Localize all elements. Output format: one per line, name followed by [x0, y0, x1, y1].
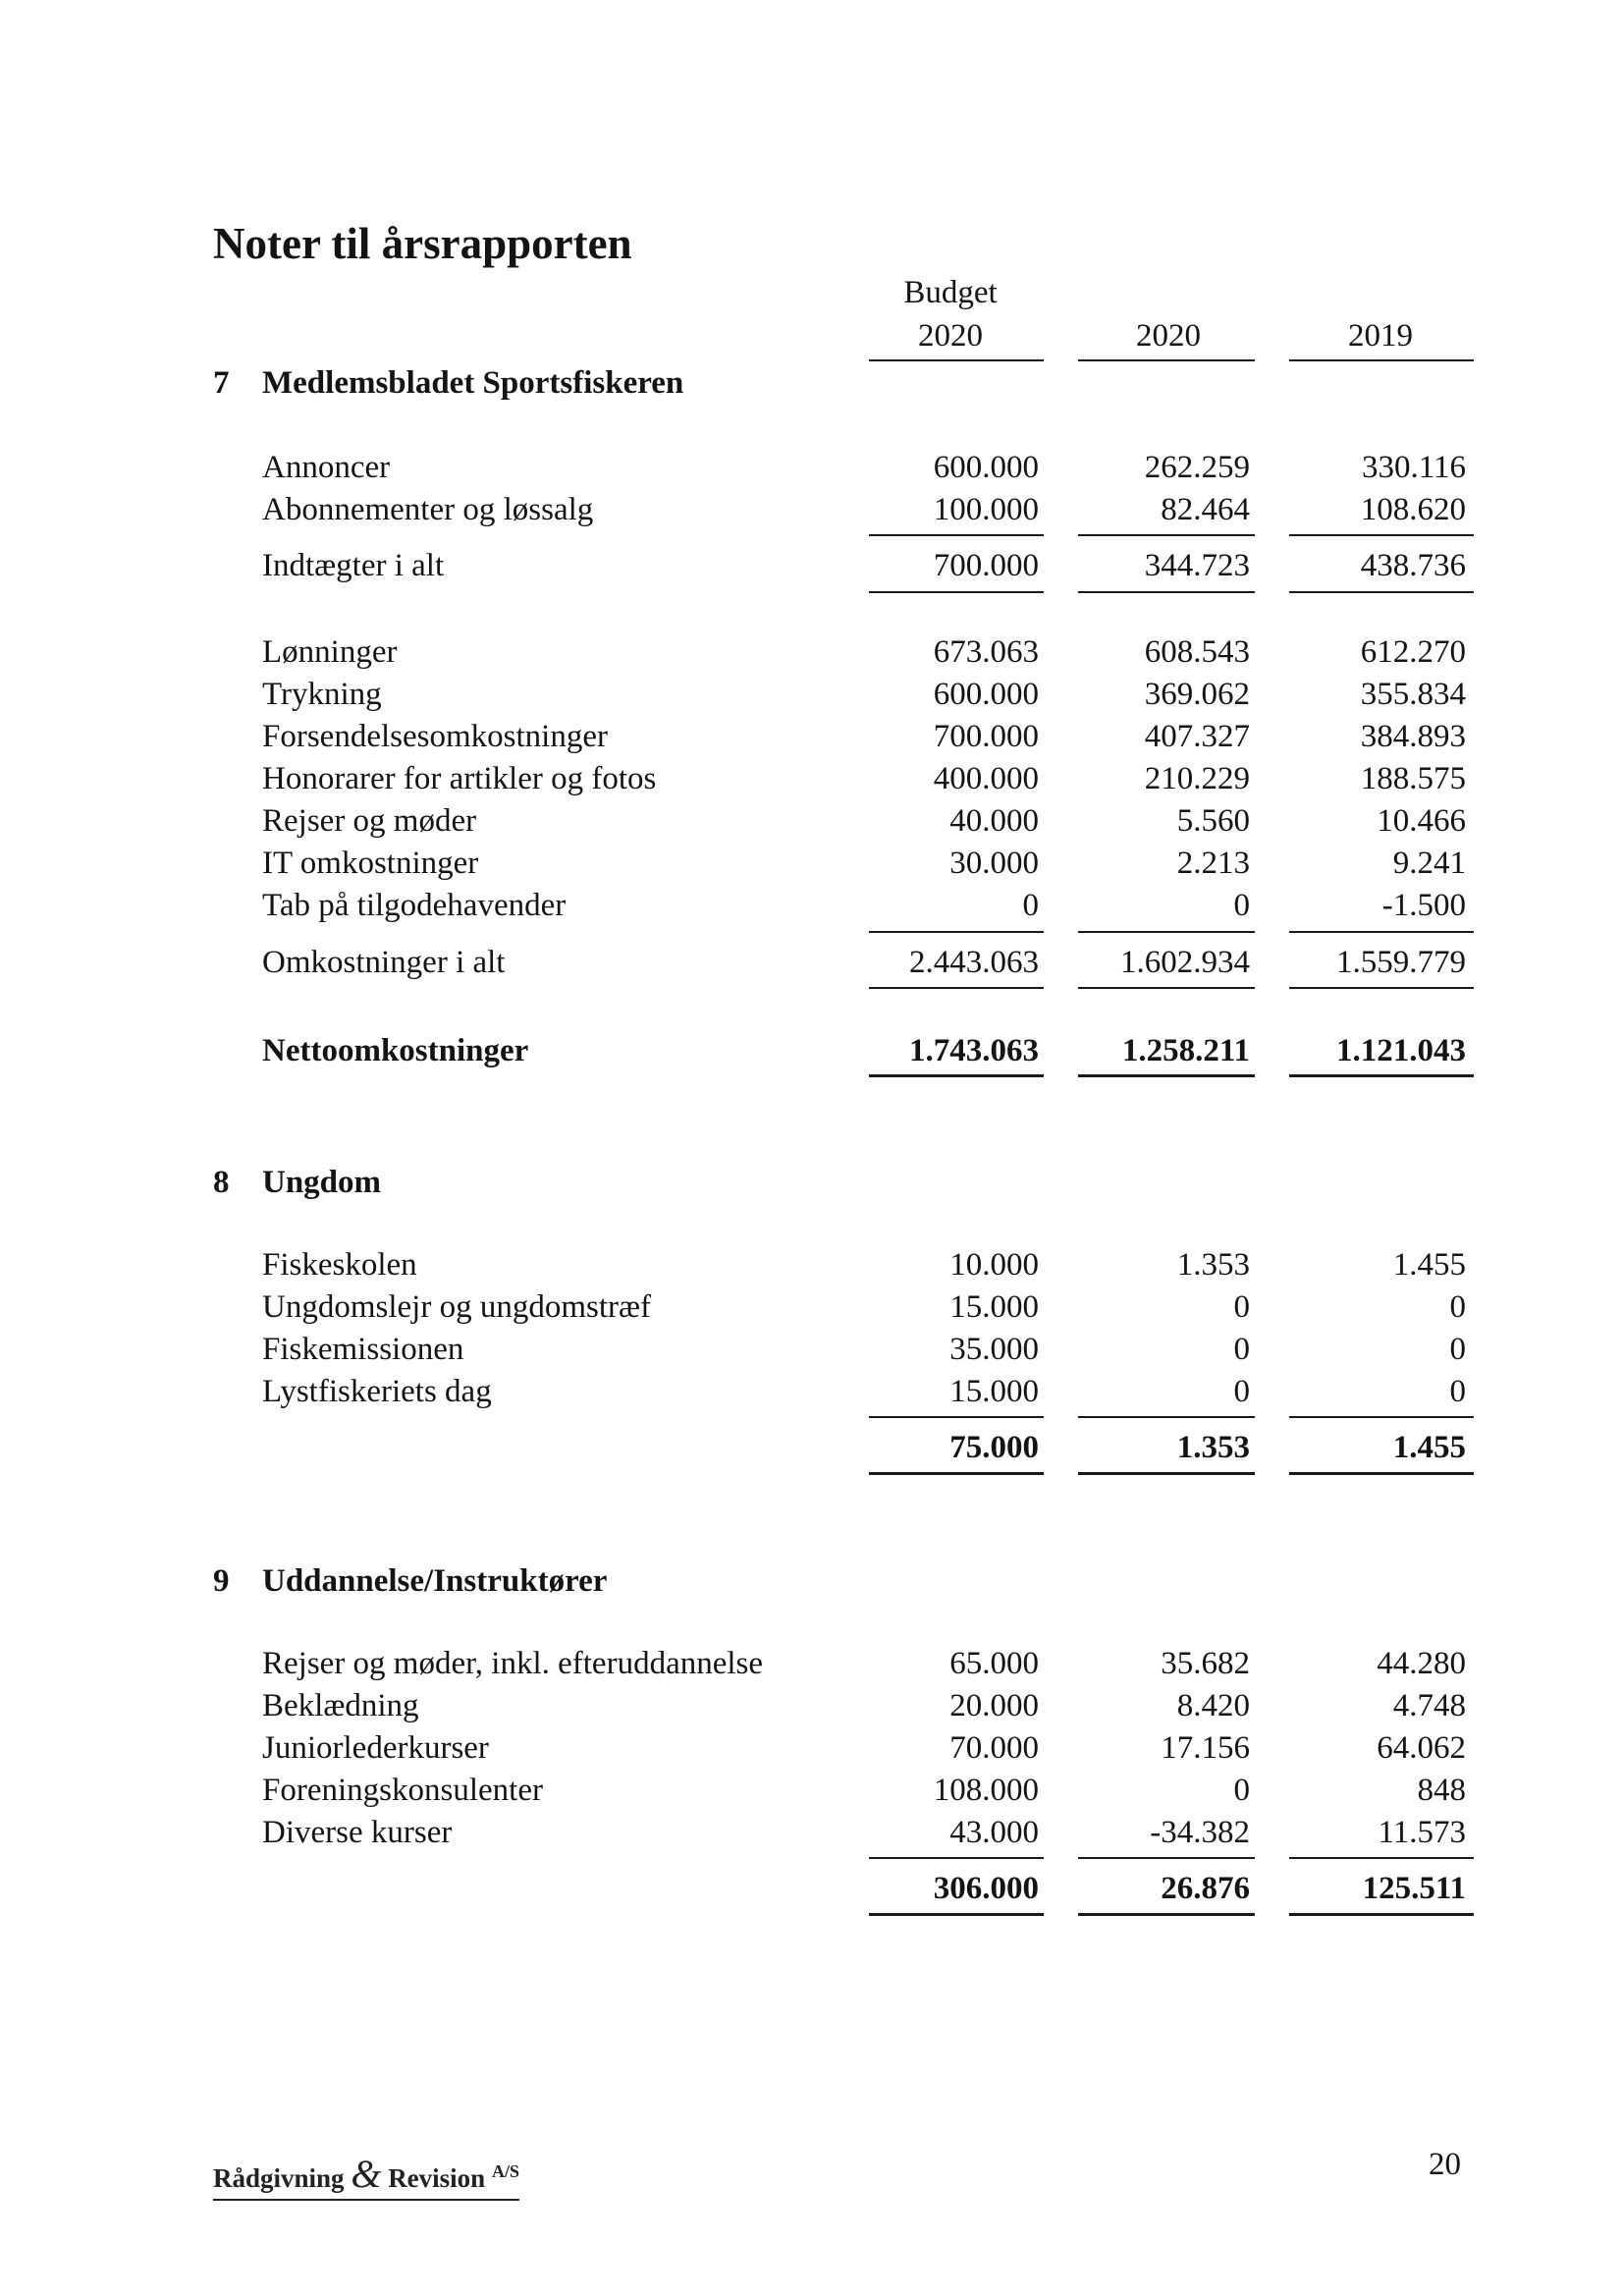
value-2020: 0: [1233, 1374, 1250, 1409]
value-2020: 0: [1233, 888, 1250, 923]
subtotal-rule-1: [869, 931, 1044, 933]
note-7-row-lonninger: [0, 634, 1623, 674]
column-header-budget-2020: [862, 275, 1039, 355]
value-2020: 35.682: [1161, 1646, 1250, 1681]
total-rule-3: [1289, 1472, 1474, 1475]
value-budget: 400.000: [933, 761, 1039, 796]
value-2019: 355.834: [1360, 677, 1466, 712]
note-7-row-forsendelse: [0, 719, 1623, 758]
note-8-title: Ungdom: [262, 1165, 382, 1200]
value-2019: 44.280: [1377, 1646, 1466, 1681]
brand-suffix: A/S: [491, 2161, 519, 2181]
header-rule-2: [1078, 359, 1255, 361]
value-2020: 0: [1233, 1332, 1250, 1367]
note-9-row-juniorlederkurser: [0, 1730, 1623, 1770]
value-2019: 330.116: [1361, 450, 1466, 485]
value-2020: 5.560: [1176, 803, 1250, 839]
value-2020: 1.353: [1176, 1247, 1250, 1283]
note-7-row-net: [0, 1033, 1623, 1072]
subtotal-rule-1: [869, 1416, 1044, 1418]
value-budget: 15.000: [949, 1289, 1039, 1325]
total-rule-1: [869, 987, 1044, 989]
brand-right: Revision: [388, 2163, 486, 2193]
value-2019: -1.500: [1381, 888, 1466, 923]
note-7-row-annoncer: [0, 450, 1623, 489]
value-budget: 40.000: [949, 803, 1039, 839]
value-2019: 1.559.779: [1336, 945, 1466, 980]
value-2020: -34.382: [1150, 1815, 1250, 1850]
subtotal-rule-3: [1289, 534, 1474, 536]
value-budget: 15.000: [949, 1374, 1039, 1409]
row-label: Omkostninger i alt: [262, 945, 506, 980]
net-rule-1: [869, 1074, 1044, 1077]
note-7-row-income-total: [0, 548, 1623, 587]
total-rule-2: [1078, 1913, 1255, 1916]
row-label: Diverse kurser: [262, 1815, 453, 1850]
value-budget: 65.000: [949, 1646, 1039, 1681]
value-budget: 1.743.063: [909, 1033, 1039, 1068]
value-2020: 17.156: [1161, 1730, 1250, 1766]
row-label: Forsendelsesomkostninger: [262, 719, 608, 754]
value-2020: 344.723: [1144, 548, 1250, 583]
total-rule-3: [1289, 987, 1474, 989]
value-budget: 75.000: [949, 1430, 1039, 1465]
budget-year: 2020: [918, 318, 983, 354]
note-8-row-total: [0, 1430, 1623, 1469]
note-7-row-abonnementer: [0, 492, 1623, 531]
value-2019: 848: [1417, 1773, 1466, 1808]
value-2020: 369.062: [1144, 677, 1250, 712]
brand-left: Rådgivning: [213, 2163, 345, 2193]
value-2020: 608.543: [1144, 634, 1250, 670]
total-rule-2: [1078, 591, 1255, 593]
value-2019: 1.121.043: [1336, 1033, 1466, 1068]
value-2020: 1.353: [1176, 1430, 1250, 1465]
row-label: Trykning: [262, 677, 382, 712]
brand-ampersand: &: [351, 2152, 382, 2196]
note-9-row-total: [0, 1871, 1623, 1910]
note-8-row-fiskeskolen: [0, 1247, 1623, 1286]
note-9-title: Uddannelse/Instruktører: [262, 1563, 608, 1599]
row-label: Annoncer: [262, 450, 391, 485]
total-rule-2: [1078, 1472, 1255, 1475]
total-rule-3: [1289, 1913, 1474, 1916]
note-9-row-foreningskonsulenter: [0, 1773, 1623, 1812]
value-budget: 600.000: [933, 677, 1039, 712]
note-7-row-costs-total: [0, 945, 1623, 984]
column-header-2020: [1080, 318, 1257, 355]
subtotal-rule-2: [1078, 534, 1255, 536]
value-budget: 20.000: [949, 1688, 1039, 1723]
row-label: Lystfiskeriets dag: [262, 1374, 492, 1409]
header-rule-1: [869, 359, 1044, 361]
note-8-row-ungdomslejr: [0, 1289, 1623, 1329]
row-label: Abonnementer og løssalg: [262, 492, 594, 527]
row-label: Rejser og møder, inkl. efteruddannelse: [262, 1646, 764, 1681]
row-label: Lønninger: [262, 634, 398, 670]
value-2019: 1.455: [1392, 1430, 1466, 1465]
subtotal-rule-3: [1289, 931, 1474, 933]
value-2020: 0: [1233, 1289, 1250, 1325]
value-2019: 11.573: [1378, 1815, 1466, 1850]
note-9-number: 9: [213, 1563, 230, 1599]
value-budget: 0: [1022, 888, 1039, 923]
value-2019: 612.270: [1360, 634, 1466, 670]
note-8-row-lystfiskeriets-dag: [0, 1374, 1623, 1413]
value-budget: 30.000: [949, 846, 1039, 881]
value-2019: 9.241: [1392, 846, 1466, 881]
note-7-row-it: [0, 846, 1623, 885]
value-2019: 108.620: [1360, 492, 1466, 527]
value-2020: 407.327: [1144, 719, 1250, 754]
value-2020: 1.258.211: [1121, 1033, 1250, 1068]
note-7-row-rejser: [0, 803, 1623, 843]
row-label: Rejser og møder: [262, 803, 477, 839]
value-budget: 673.063: [933, 634, 1039, 670]
row-label: Nettoomkostninger: [262, 1033, 529, 1068]
net-rule-2: [1078, 1074, 1255, 1077]
value-budget: 700.000: [933, 719, 1039, 754]
value-budget: 108.000: [933, 1773, 1039, 1808]
subtotal-rule-1: [869, 534, 1044, 536]
total-rule-1: [869, 1913, 1044, 1916]
total-rule-1: [869, 1472, 1044, 1475]
value-2019: 384.893: [1360, 719, 1466, 754]
row-label: IT omkostninger: [262, 846, 479, 881]
total-rule-2: [1078, 987, 1255, 989]
note-8-number: 8: [213, 1165, 230, 1200]
value-2020: 8.420: [1176, 1688, 1250, 1723]
row-label: Tab på tilgodehavender: [262, 888, 567, 923]
row-label: Indtægter i alt: [262, 548, 445, 583]
page-title: Noter til årsrapporten: [213, 219, 632, 268]
value-2020: 82.464: [1161, 492, 1250, 527]
footer-brand-logo: [213, 2151, 519, 2201]
value-2020: 26.876: [1161, 1871, 1250, 1906]
subtotal-rule-1: [869, 1857, 1044, 1859]
value-2020: 2.213: [1176, 846, 1250, 881]
budget-label: Budget: [903, 275, 998, 310]
value-2019: 1.455: [1392, 1247, 1466, 1283]
value-budget: 306.000: [933, 1871, 1039, 1906]
value-2019: 4.748: [1392, 1688, 1466, 1723]
row-label: Juniorlederkurser: [262, 1730, 489, 1766]
value-2019: 125.511: [1362, 1871, 1466, 1906]
value-2019: 0: [1449, 1374, 1466, 1409]
column-header-2019: [1292, 318, 1469, 355]
net-rule-3: [1289, 1074, 1474, 1077]
subtotal-rule-3: [1289, 1857, 1474, 1859]
value-budget: 35.000: [949, 1332, 1039, 1367]
row-label: Ungdomslejr og ungdomstræf: [262, 1289, 651, 1325]
note-9-row-diverse-kurser: [0, 1815, 1623, 1854]
year-2019-label: 2019: [1348, 318, 1413, 354]
value-2019: 438.736: [1360, 548, 1466, 583]
subtotal-rule-2: [1078, 1416, 1255, 1418]
note-9-row-beklaedning: [0, 1688, 1623, 1727]
value-budget: 43.000: [949, 1815, 1039, 1850]
note-7-title: Medlemsbladet Sportsfiskeren: [262, 365, 684, 401]
value-budget: 2.443.063: [909, 945, 1039, 980]
value-budget: 10.000: [949, 1247, 1039, 1283]
note-7-row-trykning: [0, 677, 1623, 716]
value-budget: 700.000: [933, 548, 1039, 583]
row-label: Honorarer for artikler og fotos: [262, 761, 657, 796]
value-2019: 188.575: [1360, 761, 1466, 796]
note-8-row-fiskemissionen: [0, 1332, 1623, 1371]
value-2020: 0: [1233, 1773, 1250, 1808]
row-label: Beklædning: [262, 1688, 419, 1723]
note-7-row-tab: [0, 888, 1623, 927]
value-2019: 64.062: [1377, 1730, 1466, 1766]
value-2020: 210.229: [1144, 761, 1250, 796]
value-budget: 600.000: [933, 450, 1039, 485]
total-rule-3: [1289, 591, 1474, 593]
year-2020-label: 2020: [1136, 318, 1201, 354]
subtotal-rule-2: [1078, 1857, 1255, 1859]
page-number: 20: [1429, 2147, 1461, 2182]
note-7-number: 7: [213, 365, 230, 401]
value-2019: 0: [1449, 1332, 1466, 1367]
value-budget: 70.000: [949, 1730, 1039, 1766]
note-9-row-rejser: [0, 1646, 1623, 1685]
value-2020: 1.602.934: [1120, 945, 1250, 980]
value-2019: 0: [1449, 1289, 1466, 1325]
row-label: Fiskeskolen: [262, 1247, 417, 1283]
row-label: Fiskemissionen: [262, 1332, 464, 1367]
value-2020: 262.259: [1144, 450, 1250, 485]
value-2019: 10.466: [1377, 803, 1466, 839]
total-rule-1: [869, 591, 1044, 593]
note-7-row-honorarer: [0, 761, 1623, 800]
row-label: Foreningskonsulenter: [262, 1773, 543, 1808]
subtotal-rule-3: [1289, 1416, 1474, 1418]
value-budget: 100.000: [933, 492, 1039, 527]
header-rule-3: [1289, 359, 1474, 361]
subtotal-rule-2: [1078, 931, 1255, 933]
